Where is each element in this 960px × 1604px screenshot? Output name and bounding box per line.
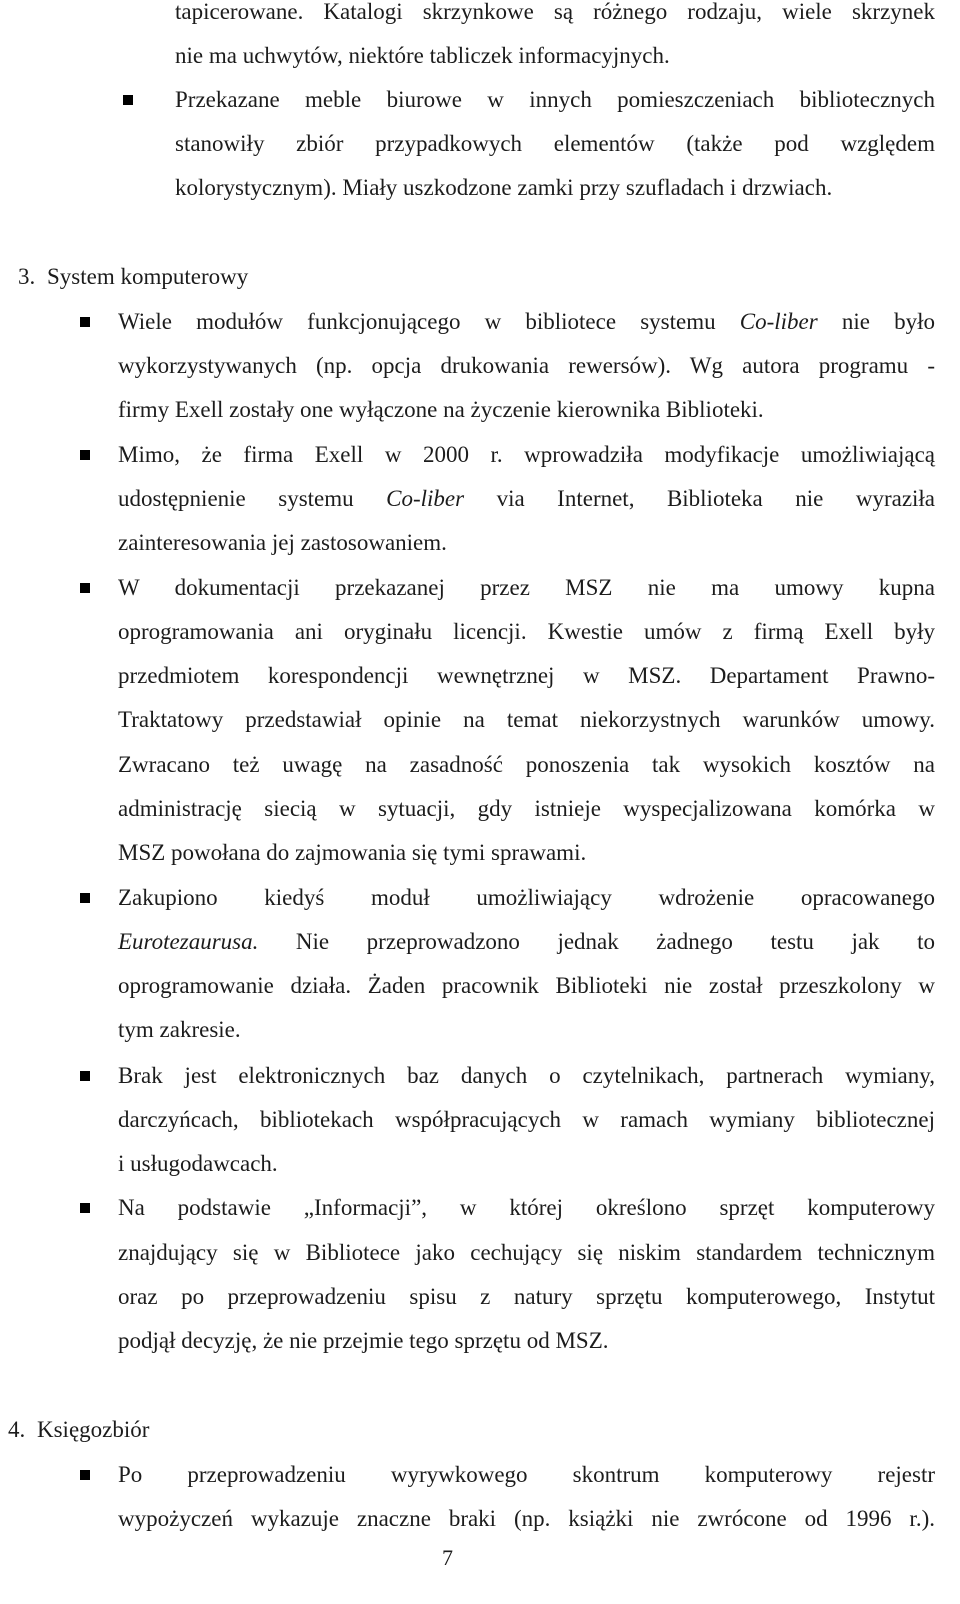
- item-zakupiono-line-1: Zakupiono kiedyś moduł umożliwiający wdrożenie opracowanego: [118, 885, 935, 910]
- item-dokumentacji-line-4: Traktatowy przedstawiał opinie na temat niekorzystnych warunków umowy.: [118, 707, 935, 732]
- item-dokumentacji-line-2: oprogramowania ani oryginału licencji. Kwestie umów z firmą Exell były: [118, 619, 935, 644]
- continuation-line-1: tapicerowane. Katalogi skrzynkowe są różnego rodzaju, wiele skrzynek: [175, 0, 935, 24]
- bullet-square-icon: [80, 450, 90, 460]
- bullet-square-icon: [80, 317, 90, 327]
- item-zakupiono-line-3: oprogramowanie działa. Żaden pracownik Biblioteki nie został przeszkolony w: [118, 973, 935, 998]
- item-dokumentacji-line-6: administrację siecią w sytuacji, gdy istnieje wyspecjalizowana komórka w: [118, 796, 935, 821]
- item-wiele-line-1: Wiele modułów funkcjonującego w bibliotece systemu Co-liber nie było: [118, 309, 935, 334]
- item-dokumentacji-line-1: W dokumentacji przekazanej przez MSZ nie ma umowy kupna: [118, 575, 935, 600]
- bullet-square-icon: [80, 1203, 90, 1213]
- item-dokumentacji-line-7: MSZ powołana do zajmowania się tymi sprawami.: [118, 840, 587, 865]
- bullet-square-icon: [80, 1071, 90, 1081]
- item-podstawie-line-1: Na podstawie „Informacji”, w której określono sprzęt komputerowy: [118, 1195, 935, 1220]
- item-mimo-line-1: Mimo, że firma Exell w 2000 r. wprowadziła modyfikacje umożliwiającą: [118, 442, 935, 467]
- item-podstawie-line-4: podjął decyzję, że nie przejmie tego sprzętu od MSZ.: [118, 1328, 609, 1353]
- item-dokumentacji-line-3: przedmiotem korespondencji wewnętrznej w MSZ. Departament Prawno-: [118, 663, 935, 688]
- item-brak-line-1: Brak jest elektronicznych baz danych o czytelnikach, partnerach wymiany,: [118, 1063, 935, 1088]
- item-brak-line-2: darczyńcach, bibliotekach współpracujących w ramach wymiany bibliotecznej: [118, 1107, 935, 1132]
- section-4-number: 4.: [8, 1417, 26, 1442]
- item-zakupiono-line-4: tym zakresie.: [118, 1017, 241, 1042]
- bullet-square-icon: [80, 1470, 90, 1480]
- item-przekazane-line-3: kolorystycznym). Miały uszkodzone zamki przy szufladach i drzwiach.: [175, 175, 833, 200]
- item-podstawie-line-2: znajdujący się w Bibliotece jako cechujący się niskim standardem technicznym: [118, 1240, 935, 1265]
- section-4-title: Księgozbiór: [37, 1417, 150, 1442]
- bullet-square-icon: [80, 583, 90, 593]
- item-mimo-line-2: udostępnienie systemu Co-liber via Internet, Biblioteka nie wyraziła: [118, 486, 936, 511]
- item-wiele-line-3: firmy Exell zostały one wyłączone na życzenie kierownika Biblioteki.: [118, 397, 764, 422]
- bullet-square-icon: [80, 893, 90, 903]
- item-brak-line-3: i usługodawcach.: [118, 1151, 278, 1176]
- section-3-number: 3.: [18, 264, 36, 289]
- section-4-heading: [8, 1415, 149, 1445]
- page-number: 7: [442, 1545, 453, 1570]
- item-wiele-line-2: wykorzystywanych (np. opcja drukowania rewersów). Wg autora programu -: [118, 353, 935, 378]
- continuation-line-2: nie ma uchwytów, niektóre tabliczek informacyjnych.: [175, 43, 670, 68]
- item-podstawie-line-3: oraz po przeprowadzeniu spisu z natury sprzętu komputerowego, Instytut: [118, 1284, 935, 1309]
- item-przekazane-line-2: stanowiły zbiór przypadkowych elementów (także pod względem: [175, 131, 935, 156]
- section-3-heading: [18, 262, 248, 292]
- item-zakupiono-line-2: Eurotezaurusa. Nie przeprowadzono jednak żadnego testu jak to: [118, 929, 935, 954]
- item-po-line-1: Po przeprowadzeniu wyrywkowego skontrum komputerowy rejestr: [118, 1462, 935, 1487]
- section-3-title: System komputerowy: [47, 264, 249, 289]
- item-mimo-line-3: zainteresowania jej zastosowaniem.: [118, 530, 447, 555]
- bullet-square-icon: [123, 95, 133, 105]
- item-przekazane-line-1: Przekazane meble biurowe w innych pomieszczeniach bibliotecznych: [175, 87, 935, 112]
- item-po-line-2: wypożyczeń wykazuje znaczne braki (np. książki nie zwrócone od 1996 r.).: [118, 1506, 935, 1531]
- item-dokumentacji-line-5: Zwracano też uwagę na zasadność ponoszenia tak wysokich kosztów na: [118, 752, 935, 777]
